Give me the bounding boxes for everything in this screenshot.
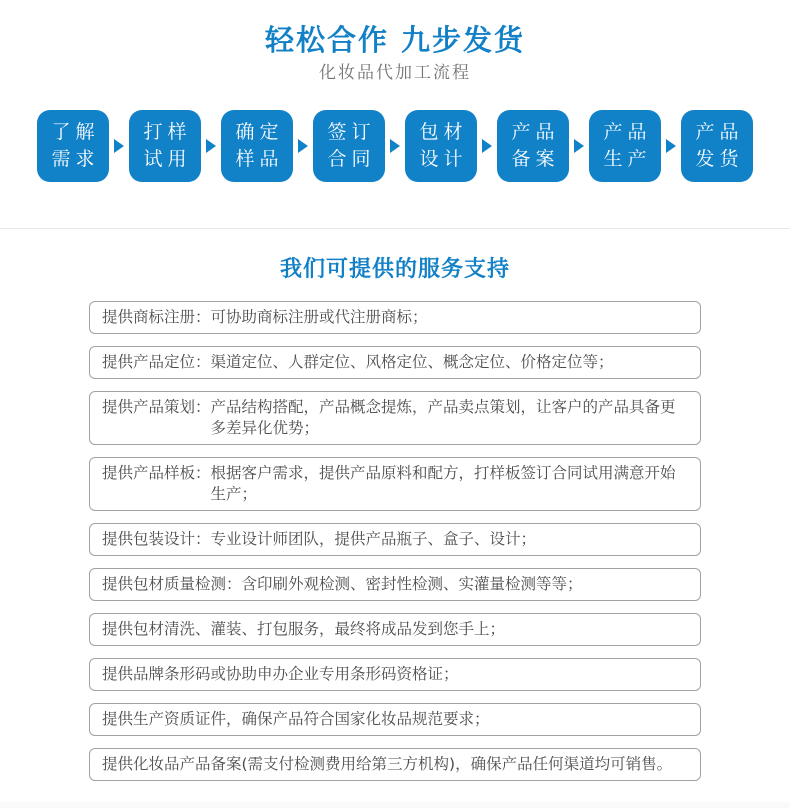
flow-step-line2: 样品 bbox=[235, 148, 284, 170]
arrow-right-icon bbox=[666, 139, 676, 153]
service-item-text: 渠道定位、人群定位、风格定位、概念定位、价格定位等； bbox=[210, 353, 614, 371]
flow-step-wrap bbox=[497, 110, 589, 182]
flow-step-line1: 打样 bbox=[143, 121, 192, 143]
flow-step bbox=[497, 110, 569, 182]
service-item bbox=[89, 457, 701, 511]
service-item bbox=[89, 346, 701, 379]
page-title: 轻松合作 九步发货 bbox=[264, 23, 526, 57]
service-item bbox=[89, 391, 701, 445]
arrow-right-icon bbox=[206, 139, 216, 153]
service-item-text: 含印刷外观检测、密封性检测、实灌量检测等等； bbox=[241, 575, 583, 593]
footer-strip bbox=[0, 802, 790, 808]
service-item-label: 提供产品策划： bbox=[102, 398, 211, 416]
flow-step-wrap bbox=[37, 110, 129, 182]
flow-step-wrap bbox=[313, 110, 405, 182]
flow-step-line2: 合同 bbox=[327, 148, 376, 170]
arrow-right-icon bbox=[574, 139, 584, 153]
flow-step-line1: 产品 bbox=[695, 121, 744, 143]
flow-step bbox=[221, 110, 293, 182]
flow-step-wrap bbox=[405, 110, 497, 182]
flow-step bbox=[589, 110, 661, 182]
service-item-text: 提供生产资质证件，确保产品符合国家化妆品规范要求； bbox=[102, 710, 490, 728]
service-item-text: 根据客户需求，提供产品原料和配方，打样板签订合同试用满意开始生产； bbox=[210, 464, 676, 503]
flow-step-line1: 签订 bbox=[327, 121, 376, 143]
flow-step-wrap bbox=[681, 110, 753, 182]
service-item bbox=[89, 523, 701, 556]
flow-step-line2: 发货 bbox=[695, 148, 744, 170]
arrow-right-icon bbox=[482, 139, 492, 153]
services-list bbox=[89, 301, 701, 781]
arrow-right-icon bbox=[114, 139, 124, 153]
service-item-text: 提供品牌条形码或协助申办企业专用条形码资格证； bbox=[102, 665, 459, 683]
service-item-text: 专业设计师团队，提供产品瓶子、盒子、设计； bbox=[210, 530, 537, 548]
flow-step-line1: 产品 bbox=[603, 121, 652, 143]
arrow-right-icon bbox=[298, 139, 308, 153]
service-item bbox=[89, 301, 701, 334]
flow-step bbox=[681, 110, 753, 182]
flow-step bbox=[313, 110, 385, 182]
flow-step bbox=[405, 110, 477, 182]
service-item bbox=[89, 703, 701, 736]
flow-step-line1: 产品 bbox=[511, 121, 560, 143]
services-heading: 我们可提供的服务支持 bbox=[279, 257, 510, 282]
service-item-text: 提供包材清洗、灌装、打包服务，最终将成品发到您手上； bbox=[102, 620, 506, 638]
flow-step-line2: 设计 bbox=[419, 148, 468, 170]
flow-step-line2: 备案 bbox=[511, 148, 560, 170]
service-item-text: 可协助商标注册或代注册商标； bbox=[210, 308, 428, 326]
service-item-label: 提供产品定位： bbox=[102, 353, 211, 371]
service-item-text: 提供化妆品产品备案(需支付检测费用给第三方机构)，确保产品任何渠道均可销售。 bbox=[102, 755, 673, 773]
service-item bbox=[89, 748, 701, 781]
process-flow bbox=[37, 110, 753, 182]
service-item-label: 提供包装设计： bbox=[102, 530, 211, 548]
flow-step-line2: 生产 bbox=[603, 148, 652, 170]
flow-step-line1: 了解 bbox=[51, 121, 100, 143]
flow-step-wrap bbox=[589, 110, 681, 182]
service-item-label: 提供包材质量检测： bbox=[102, 575, 242, 593]
flow-step-line2: 试用 bbox=[143, 148, 192, 170]
flow-step-line2: 需求 bbox=[51, 148, 100, 170]
flow-step bbox=[37, 110, 109, 182]
page-header bbox=[0, 0, 790, 84]
arrow-right-icon bbox=[390, 139, 400, 153]
service-item-text: 产品结构搭配，产品概念提炼，产品卖点策划，让客户的产品具备更多差异化优势； bbox=[210, 398, 676, 437]
flow-step-line1: 确定 bbox=[235, 121, 284, 143]
flow-step bbox=[129, 110, 201, 182]
flow-step-line1: 包材 bbox=[419, 121, 468, 143]
page-subtitle: 化妆品代加工流程 bbox=[319, 63, 471, 83]
service-item-label: 提供商标注册： bbox=[102, 308, 211, 326]
service-item bbox=[89, 658, 701, 691]
flow-step-wrap bbox=[221, 110, 313, 182]
flow-step-wrap bbox=[129, 110, 221, 182]
service-item bbox=[89, 613, 701, 646]
service-item-label: 提供产品样板： bbox=[102, 464, 211, 482]
section-divider bbox=[0, 228, 790, 229]
service-item bbox=[89, 568, 701, 601]
